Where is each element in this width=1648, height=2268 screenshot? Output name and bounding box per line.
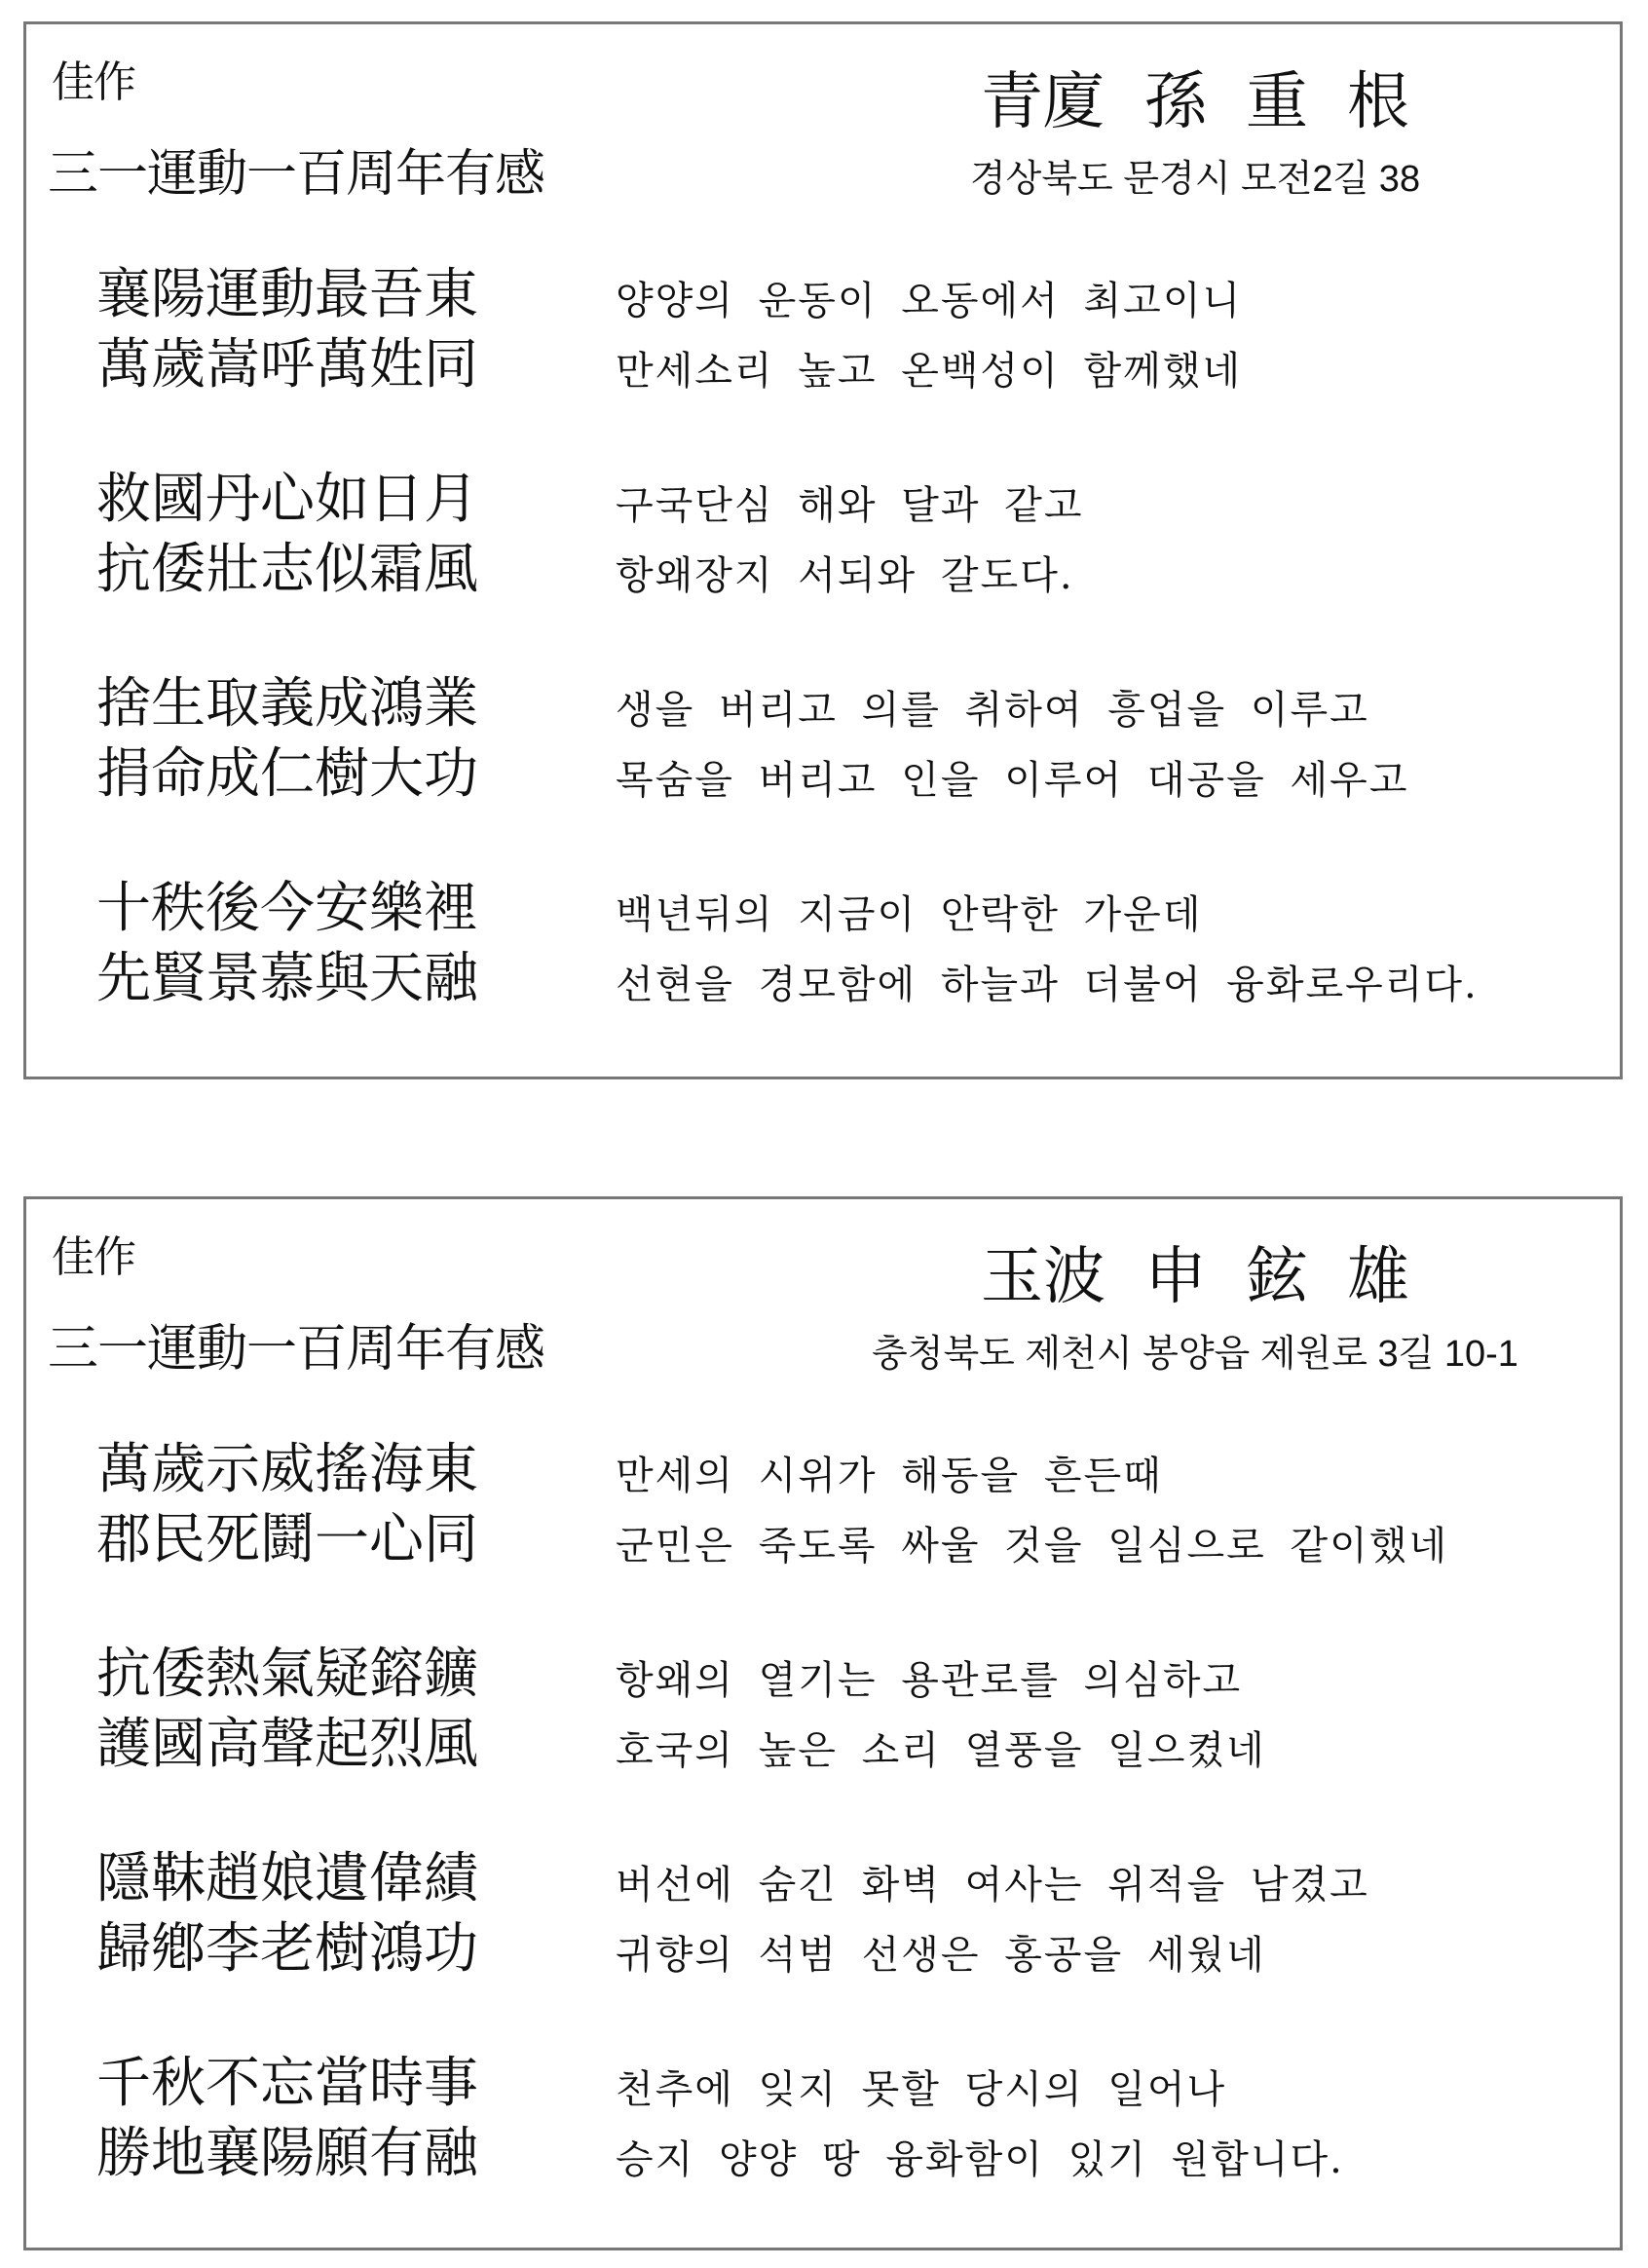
award-badge: 佳作 — [52, 57, 135, 107]
korean-translation: 승지 양양 땅 융화함이 있기 원합니다. — [616, 2137, 1344, 2182]
korean-translation: 목숨을 버리고 인을 이루어 대공을 세우고 — [616, 758, 1409, 803]
korean-translation: 만세소리 높고 온백성이 함께했네 — [616, 349, 1243, 394]
poem-line — [26, 1713, 1620, 1815]
poem-line — [26, 947, 1620, 1049]
hanja-verse: 抗倭壯志似霜風 — [96, 538, 478, 601]
korean-translation: 항왜장지 서되와 갈도다. — [616, 553, 1074, 598]
poem-line — [26, 1508, 1620, 1610]
poem-line — [26, 333, 1620, 435]
hanja-verse: 抗倭熱氣疑鎔鑛 — [96, 1643, 478, 1706]
korean-translation: 귀향의 석범 선생은 홍공을 세웠네 — [616, 1933, 1266, 1978]
stanza-4 — [26, 2052, 1620, 2251]
hanja-verse: 十秩後今安樂裡 — [96, 877, 478, 940]
author-pen-name: 青廈 — [981, 66, 1105, 138]
korean-translation: 선현을 경모함에 하늘과 더불어 융화로우리다. — [616, 963, 1479, 1007]
hanja-verse: 先賢景慕與天融 — [96, 947, 478, 1010]
award-badge: 佳作 — [52, 1232, 135, 1282]
hanja-verse: 救國丹心如日月 — [96, 468, 478, 531]
hanja-verse: 千秋不忘當時事 — [96, 2052, 478, 2115]
poem-card-2 — [23, 1196, 1623, 2250]
hanja-verse: 捨生取義成鴻業 — [96, 672, 478, 736]
stanza-2 — [26, 1643, 1620, 1842]
poem-title: 三一運動一百周年有感 — [48, 145, 545, 204]
author-name — [864, 66, 1526, 138]
author-given-name-2: 雄 — [1347, 1241, 1409, 1313]
stanza-1 — [26, 1438, 1620, 1638]
author-name — [864, 1241, 1526, 1313]
korean-translation: 버선에 숨긴 화벽 여사는 위적을 남겼고 — [616, 1863, 1369, 1908]
hanja-verse: 護國高聲起烈風 — [96, 1713, 478, 1776]
poem-title: 三一運動一百周年有感 — [48, 1320, 545, 1379]
hanja-verse: 歸鄕李老樹鴻功 — [96, 1917, 478, 1981]
korean-translation: 호국의 높은 소리 열풍을 일으켰네 — [616, 1728, 1266, 1773]
author-surname: 申 — [1144, 1241, 1207, 1313]
hanja-verse: 郡民死鬪一心同 — [96, 1508, 478, 1571]
stanza-3 — [26, 1847, 1620, 2047]
poem-line — [26, 1917, 1620, 2020]
hanja-verse: 萬歲示威搖海東 — [96, 1438, 478, 1501]
hanja-verse: 捐命成仁樹大功 — [96, 742, 478, 806]
poem-card-1 — [23, 21, 1623, 1079]
author-given-name-1: 鉉 — [1246, 1241, 1308, 1313]
korean-translation: 군민은 죽도록 싸울 것을 일심으로 같이했네 — [616, 1524, 1449, 1569]
poem-line — [26, 742, 1620, 845]
author-given-name-2: 根 — [1347, 66, 1409, 138]
stanza-1 — [26, 263, 1620, 463]
author-pen-name: 玉波 — [981, 1241, 1105, 1313]
korean-translation: 천추에 잊지 못할 당시의 일어나 — [616, 2067, 1227, 2112]
hanja-verse: 隱靺趙娘遺偉績 — [96, 1847, 478, 1910]
author-surname: 孫 — [1144, 66, 1207, 138]
author-address: 경상북도 문경시 모전2길 38 — [969, 159, 1421, 200]
korean-translation: 구국단심 해와 달과 같고 — [616, 483, 1084, 528]
korean-translation: 백년뒤의 지금이 안락한 가운데 — [616, 892, 1203, 937]
korean-translation: 항왜의 열기는 용관로를 의심하고 — [616, 1658, 1243, 1703]
hanja-verse: 襄陽運動最吾東 — [96, 263, 478, 326]
author-address: 충청북도 제천시 봉양읍 제원로 3길 10-1 — [872, 1334, 1518, 1375]
stanza-2 — [26, 468, 1620, 667]
hanja-verse: 勝地襄陽願有融 — [96, 2122, 478, 2185]
poem-line — [26, 2122, 1620, 2224]
author-given-name-1: 重 — [1246, 66, 1308, 138]
korean-translation: 양양의 운동이 오동에서 최고이니 — [616, 279, 1243, 323]
korean-translation: 만세의 시위가 해동을 흔든때 — [616, 1454, 1163, 1498]
poem-line — [26, 538, 1620, 640]
stanza-3 — [26, 672, 1620, 872]
korean-translation: 생을 버리고 의를 취하여 흥업을 이루고 — [616, 688, 1369, 733]
hanja-verse: 萬歲嵩呼萬姓同 — [96, 333, 478, 397]
stanza-4 — [26, 877, 1620, 1077]
